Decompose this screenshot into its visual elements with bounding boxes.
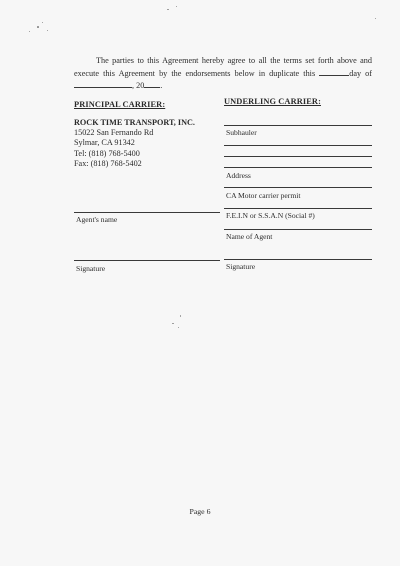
- page-number: Page 6: [189, 507, 211, 516]
- address-label: Address: [226, 171, 251, 180]
- permit-line[interactable]: [224, 187, 372, 188]
- address-line-1[interactable]: [224, 145, 372, 146]
- address-line-3[interactable]: [224, 167, 372, 168]
- fein-line[interactable]: [224, 208, 372, 209]
- principal-signature-line[interactable]: [74, 260, 220, 261]
- permit-label: CA Motor carrier permit: [226, 191, 301, 200]
- underling-signature-line[interactable]: [224, 259, 372, 260]
- intro-text-part2: day of: [349, 68, 372, 78]
- principal-company-block: [74, 118, 195, 169]
- intro-text-part1: The parties to this Agreement hereby agree to all the terms set forth above and execute this Agreement by the endorsements below in duplicate this: [74, 56, 372, 78]
- company-address-line1: 15022 San Fernando Rd: [74, 128, 154, 138]
- agreement-intro-paragraph: [74, 56, 372, 92]
- principal-signature-label: Signature: [76, 264, 106, 273]
- principal-carrier-heading: PRINCIPAL CARRIER:: [74, 100, 166, 109]
- agent-name-line[interactable]: [224, 229, 372, 230]
- company-address-line2: Sylmar, CA 91342: [74, 138, 135, 148]
- year-blank[interactable]: [144, 79, 163, 91]
- fein-label: F.E.I.N or S.S.A.N (Social #): [226, 211, 315, 220]
- month-blank[interactable]: [74, 79, 132, 88]
- underling-signature-label: Signature: [226, 262, 256, 271]
- underling-agent-label: Name of Agent: [226, 232, 273, 241]
- address-line-2[interactable]: [224, 156, 372, 157]
- intro-text-part4: .: [160, 81, 163, 91]
- day-blank[interactable]: [319, 67, 349, 76]
- company-name: ROCK TIME TRANSPORT, INC.: [74, 118, 195, 127]
- principal-agent-line[interactable]: [74, 212, 220, 213]
- company-fax: Fax: (818) 768-5402: [74, 158, 142, 168]
- intro-text-part3: , 20: [132, 81, 145, 91]
- principal-agent-label: Agent's name: [76, 215, 118, 224]
- company-tel: Tel: (818) 768-5400: [74, 148, 140, 158]
- subhauler-label: Subhauler: [226, 128, 257, 137]
- underling-carrier-heading: UNDERLING CARRIER:: [224, 97, 321, 106]
- subhauler-line[interactable]: [224, 125, 372, 126]
